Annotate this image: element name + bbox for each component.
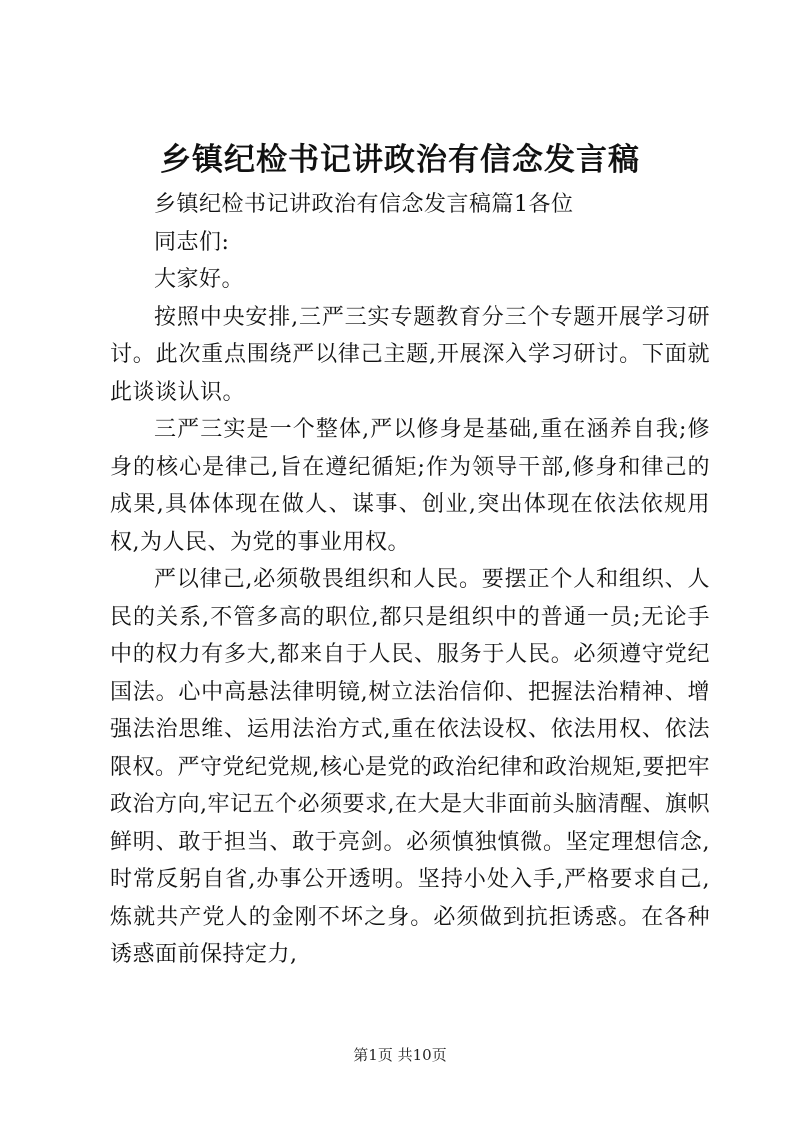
paragraph: 乡镇纪检书记讲政治有信念发言稿篇1各位 <box>154 192 574 217</box>
page-footer: 第1页 共10页 <box>353 1046 447 1064</box>
paragraph: 大家好。 <box>154 267 245 292</box>
paragraph: 三严三实是一个整体,严以修身是基础,重在涵养自我;修身的核心是律己,旨在遵纪循矩;作为领导干部,修身和律己的成果,具体体现在做人、谋事、创业,突出体现在依法依规用权,为人民、为党的事业用权。 <box>110 417 710 555</box>
document-title: 乡镇纪检书记讲政治有信念发言稿 <box>160 142 640 178</box>
paragraph: 严以律己,必须敬畏组织和人民。要摆正个人和组织、人民的关系,不管多高的职位,都只是组织中的普通一员;无论手中的权力有多大,都来自于人民、服务于人民。必须遵守党纪国法。心中高悬法律明镜,树立法治信仰、把握法治精神、增强法治思维、运用法治方式,重在依法设权、依法用权、依法限权。严守党纪党规,核心是党的政治纪律和政治规矩,要把牢政治方向,牢记五个必须要求,在大是大非面前头脑清醒、旗帜鲜明、敢于担当、敢于亮剑。必须慎独慎微。坚定理想信念,时常反躬自省,办事公开透明。坚持小处入手,严格要求自己,炼就共产党人的金刚不坏之身。必须做到抗拒诱惑。在各种诱惑面前保持定力, <box>110 567 710 967</box>
document-body <box>110 186 710 974</box>
paragraph: 同志们: <box>154 229 230 255</box>
paragraph: 按照中央安排,三严三实专题教育分三个专题开展学习研讨。此次重点围绕严以律己主题,开展深入学习研讨。下面就此谈谈认识。 <box>110 304 710 405</box>
